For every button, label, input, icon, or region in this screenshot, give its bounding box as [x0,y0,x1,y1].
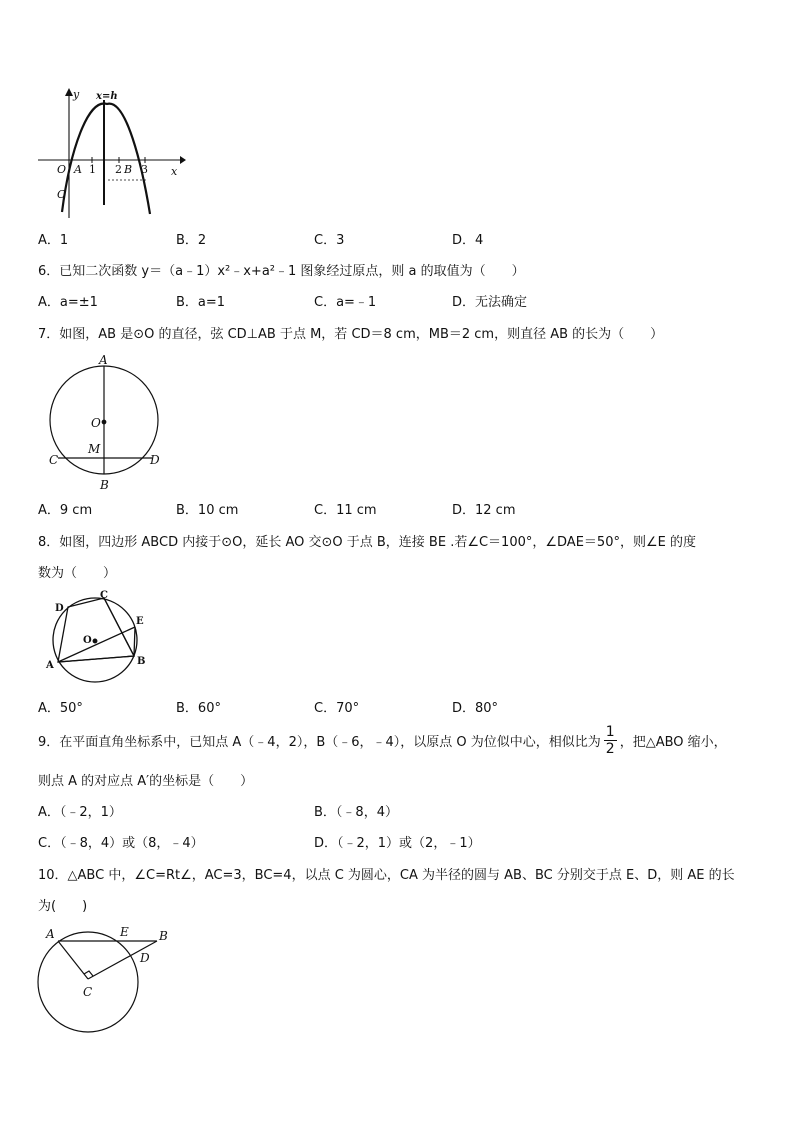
q9-stem-after: ，把△ABO 缩小， [619,735,727,750]
x-axis-arrow [180,156,186,164]
q8-figure-labels [45,590,145,671]
q5-option-c[interactable]: C．3 [314,233,345,248]
quad-abcd [58,598,134,662]
q7-figure-graphics [50,366,158,474]
label-a: A [46,660,54,671]
q6-stem: 6．已知二次函数 y＝（a﹣1）x²﹣x+a²﹣1 图象经过原点，则 a 的取值为（ ） [38,264,525,279]
label-e: E [136,616,144,627]
label-e: E [120,925,129,939]
q7-stem: 7．如图，AB 是⊙O 的直径，弦 CD⊥AB 于点 M，若 CD＝8 cm，MB＝2 cm，则直径 AB 的长为（ ） [38,327,664,342]
q10-stem-line2: 为( ) [38,899,88,914]
q10-figure-graphics [38,932,157,1032]
label-c: C [100,590,108,601]
q8-option-b[interactable]: B．60° [176,701,221,716]
label-b: B [124,163,133,176]
q5-option-d[interactable]: D．4 [452,233,484,248]
label-1: 1 [89,163,96,176]
q9-stem-line2: 则点 A 的对应点 A′的坐标是（ ） [38,774,254,789]
segment-ac [58,941,88,979]
segment-be [134,627,135,656]
label-b: B [159,929,168,943]
q9-option-b[interactable]: B．（﹣8，4） [314,805,398,820]
q9-frac-den: 2 [605,741,615,757]
label-o: O [57,163,67,176]
q5-figure-graphics [38,88,186,218]
q7-option-a[interactable]: A．9 cm [38,503,93,518]
q8-stem-line2: 数为（ ） [38,566,117,581]
right-angle-mark [84,971,93,976]
q6-option-a[interactable]: A．a=±1 [38,295,98,310]
segment-bc [88,941,157,979]
label-x: x [171,165,178,178]
segment-ao-b [58,656,134,662]
q7-option-b[interactable]: B．10 cm [176,503,239,518]
y-axis-arrow [65,88,73,96]
circle-o [50,366,158,474]
q6-option-c[interactable]: C．a=﹣1 [314,295,377,310]
q5-option-a[interactable]: A．1 [38,233,69,248]
label-d: D [140,951,150,965]
label-o: O [91,416,101,430]
segment-ae [58,627,135,662]
q10-figure-labels [45,925,168,999]
center-dot [93,639,97,643]
q8-figure-graphics [53,598,137,682]
label-xh: x=h [96,91,118,102]
q5-option-b[interactable]: B．2 [176,233,207,248]
q7-option-c[interactable]: C．11 cm [314,503,377,518]
q9-option-c[interactable]: C．（﹣8，4）或（8，﹣4） [38,836,204,851]
label-a: A [74,163,82,176]
parabola-curve [62,104,150,214]
label-m: M [88,442,101,456]
label-c: C [49,453,59,467]
q9-option-d[interactable]: D．（﹣2，1）或（2，﹣1） [314,836,481,851]
label-b: B [100,478,109,492]
q8-option-d[interactable]: D．80° [452,701,499,716]
circle-c [38,932,138,1032]
q6-option-d[interactable]: D．无法确定 [452,295,528,310]
center-dot [102,420,106,424]
circle-o [53,598,137,682]
q9-stem-line1 [38,724,727,757]
q9-ratio-fraction [604,724,617,757]
q8-option-a[interactable]: A．50° [38,701,83,716]
q9-option-a[interactable]: A．（﹣2，1） [38,805,122,820]
q9-frac-num: 1 [605,724,615,740]
label-y: y [73,88,80,101]
q8-option-c[interactable]: C．70° [314,701,360,716]
segment-ce [104,598,134,656]
label-c: C [57,188,66,201]
label-d: D [55,603,64,614]
label-c: C [83,985,93,999]
label-3: 3 [141,163,148,176]
label-2: 2 [115,163,122,176]
label-b: B [137,656,146,667]
q8-stem-line1: 8．如图，四边形 ABCD 内接于⊙O，延长 AO 交⊙O 于点 B，连接 BE .若∠C＝100°，∠DAE＝50°，则∠E 的度 [38,535,696,550]
label-a: A [46,927,55,941]
label-d: D [150,453,160,467]
q7-figure-labels [49,353,160,492]
q10-stem-line1: 10．△ABC 中，∠C=Rt∠，AC=3，BC=4，以点 C 为圆心，CA 为半径的圆与 AB、BC 分别交于点 E、D，则 AE 的长 [38,868,735,883]
q6-option-b[interactable]: B．a=1 [176,295,226,310]
q9-stem-before: 9．在平面直角坐标系中，已知点 A（﹣4，2），B（﹣6，﹣4），以原点 O 为位似中心，相似比为 [38,735,601,750]
q7-option-d[interactable]: D．12 cm [452,503,516,518]
q5-figure-labels [57,88,178,201]
label-a: A [99,353,108,367]
label-o: O [83,635,92,646]
